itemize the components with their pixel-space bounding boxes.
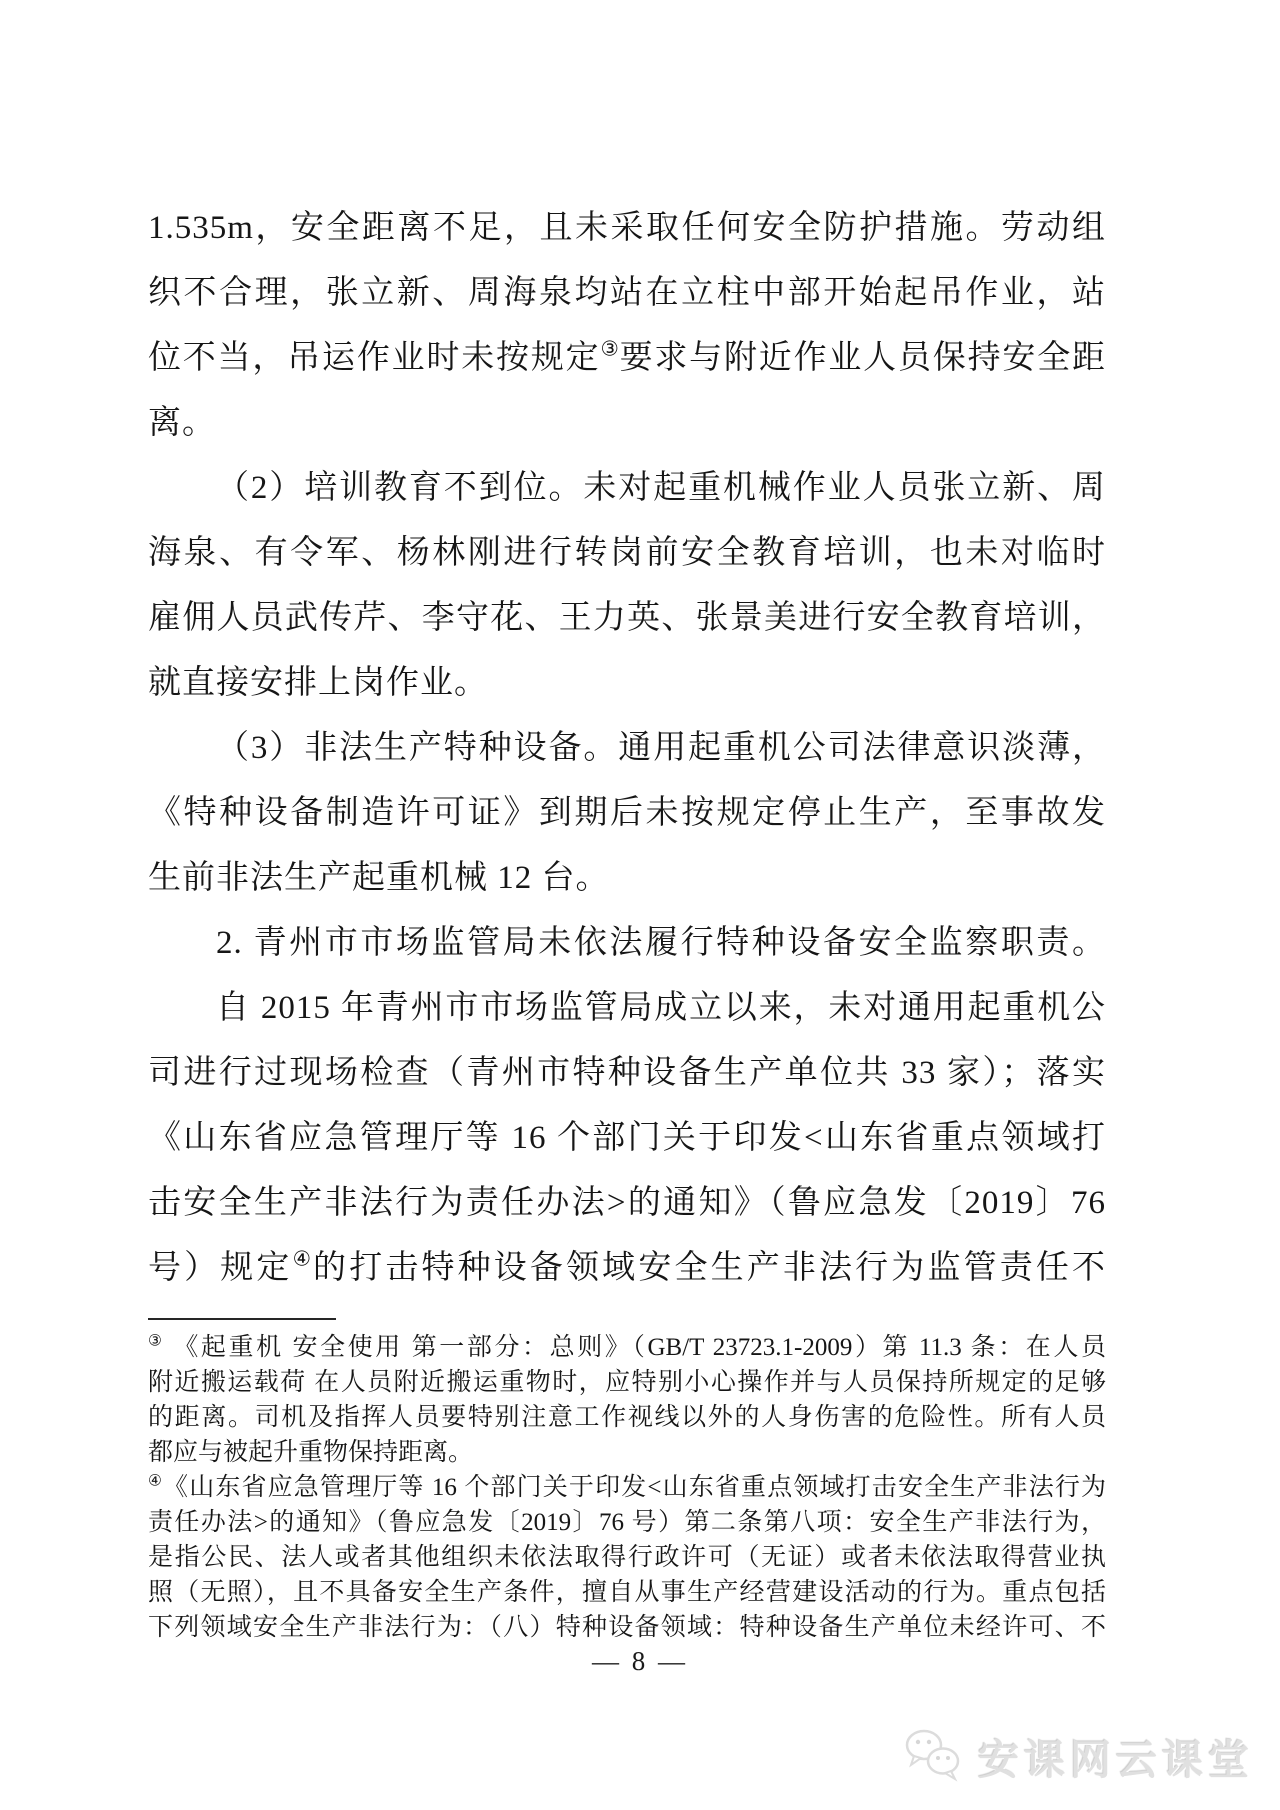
footnote-separator: [148, 1318, 336, 1320]
footnote-line: 的距离。司机及指挥人员要特别注意工作视线以外的人身伤害的危险性。所有人员: [148, 1404, 1106, 1431]
footnote-line: 都应与被起升重物保持距离。: [148, 1439, 474, 1466]
footnote-line: 是指公民、法人或者其他组织未依法取得行政许可（无证）或者未依法取得营业执: [148, 1544, 1106, 1571]
footnote-line: 下列领域安全生产非法行为：（八）特种设备领域：特种设备生产单位未经许可、不: [148, 1614, 1106, 1641]
body-text-line: 号）规定④的打击特种设备领域安全生产非法行为监管责任不: [148, 1248, 1107, 1286]
body-text-line: 离。: [148, 405, 216, 441]
body-text-line: （3）非法生产特种设备。通用起重机公司法律意识淡薄，: [216, 730, 1106, 766]
wechat-icon: [902, 1727, 966, 1785]
body-text-line: 生前非法生产起重机械 12 台。: [148, 860, 610, 896]
footnote-line: 照（无照），且不具备安全生产条件，擅自从事生产经营建设活动的行为。重点包括: [148, 1579, 1106, 1606]
body-text-line: 就直接安排上岗作业。: [148, 665, 488, 701]
page-number: — 8 —: [592, 1646, 688, 1676]
body-text-line: 织不合理，张立新、周海泉均站在立柱中部开始起吊作业，站: [148, 275, 1106, 311]
watermark: [902, 1726, 1254, 1786]
body-text-line: 雇佣人员武传芹、李守花、王力英、张景美进行安全教育培训，: [148, 600, 1106, 636]
body-text-line: 位不当，吊运作业时未按规定③要求与附近作业人员保持安全距: [148, 338, 1106, 376]
body-text-line: 海泉、有令军、杨林刚进行转岗前安全教育培训，也未对临时: [148, 535, 1106, 571]
body-text-line: 1.535m，安全距离不足，且未采取任何安全防护措施。劳动组: [148, 210, 1106, 246]
body-text-line: 司进行过现场检查（青州市特种设备生产单位共 33 家）；落实: [148, 1055, 1106, 1091]
body-text-line: 《山东省应急管理厅等 16 个部门关于印发<山东省重点领域打: [148, 1120, 1106, 1156]
body-text-line: 2. 青州市市场监管局未依法履行特种设备安全监察职责。: [216, 925, 1106, 961]
footnote-line: 责任办法>的通知》（鲁应急发〔2019〕76 号）第二条第八项：安全生产非法行为，: [148, 1509, 1106, 1536]
footnote-line: 附近搬运载荷 在人员附近搬运重物时，应特别小心操作并与人员保持所规定的足够: [148, 1369, 1106, 1396]
watermark-label: 安课网云课堂: [978, 1736, 1254, 1783]
body-text-block: [148, 196, 1106, 1301]
body-text-line: 击安全生产非法行为责任办法>的通知》（鲁应急发〔2019〕76: [148, 1185, 1106, 1221]
footnotes-block: [148, 1330, 1106, 1645]
body-text-line: （2）培训教育不到位。未对起重机械作业人员张立新、周: [216, 470, 1106, 506]
body-text-line: 《特种设备制造许可证》到期后未按规定停止生产，至事故发: [148, 795, 1106, 831]
footnote-line: ④《山东省应急管理厅等 16 个部门关于印发<山东省重点领域打击安全生产非法行为: [148, 1472, 1106, 1501]
footnote-line: ③ 《起重机 安全使用 第一部分：总则》（GB/T 23723.1-2009）第 11.3 条：在人员: [148, 1332, 1106, 1361]
body-text-line: 自 2015 年青州市市场监管局成立以来，未对通用起重机公: [216, 990, 1106, 1026]
